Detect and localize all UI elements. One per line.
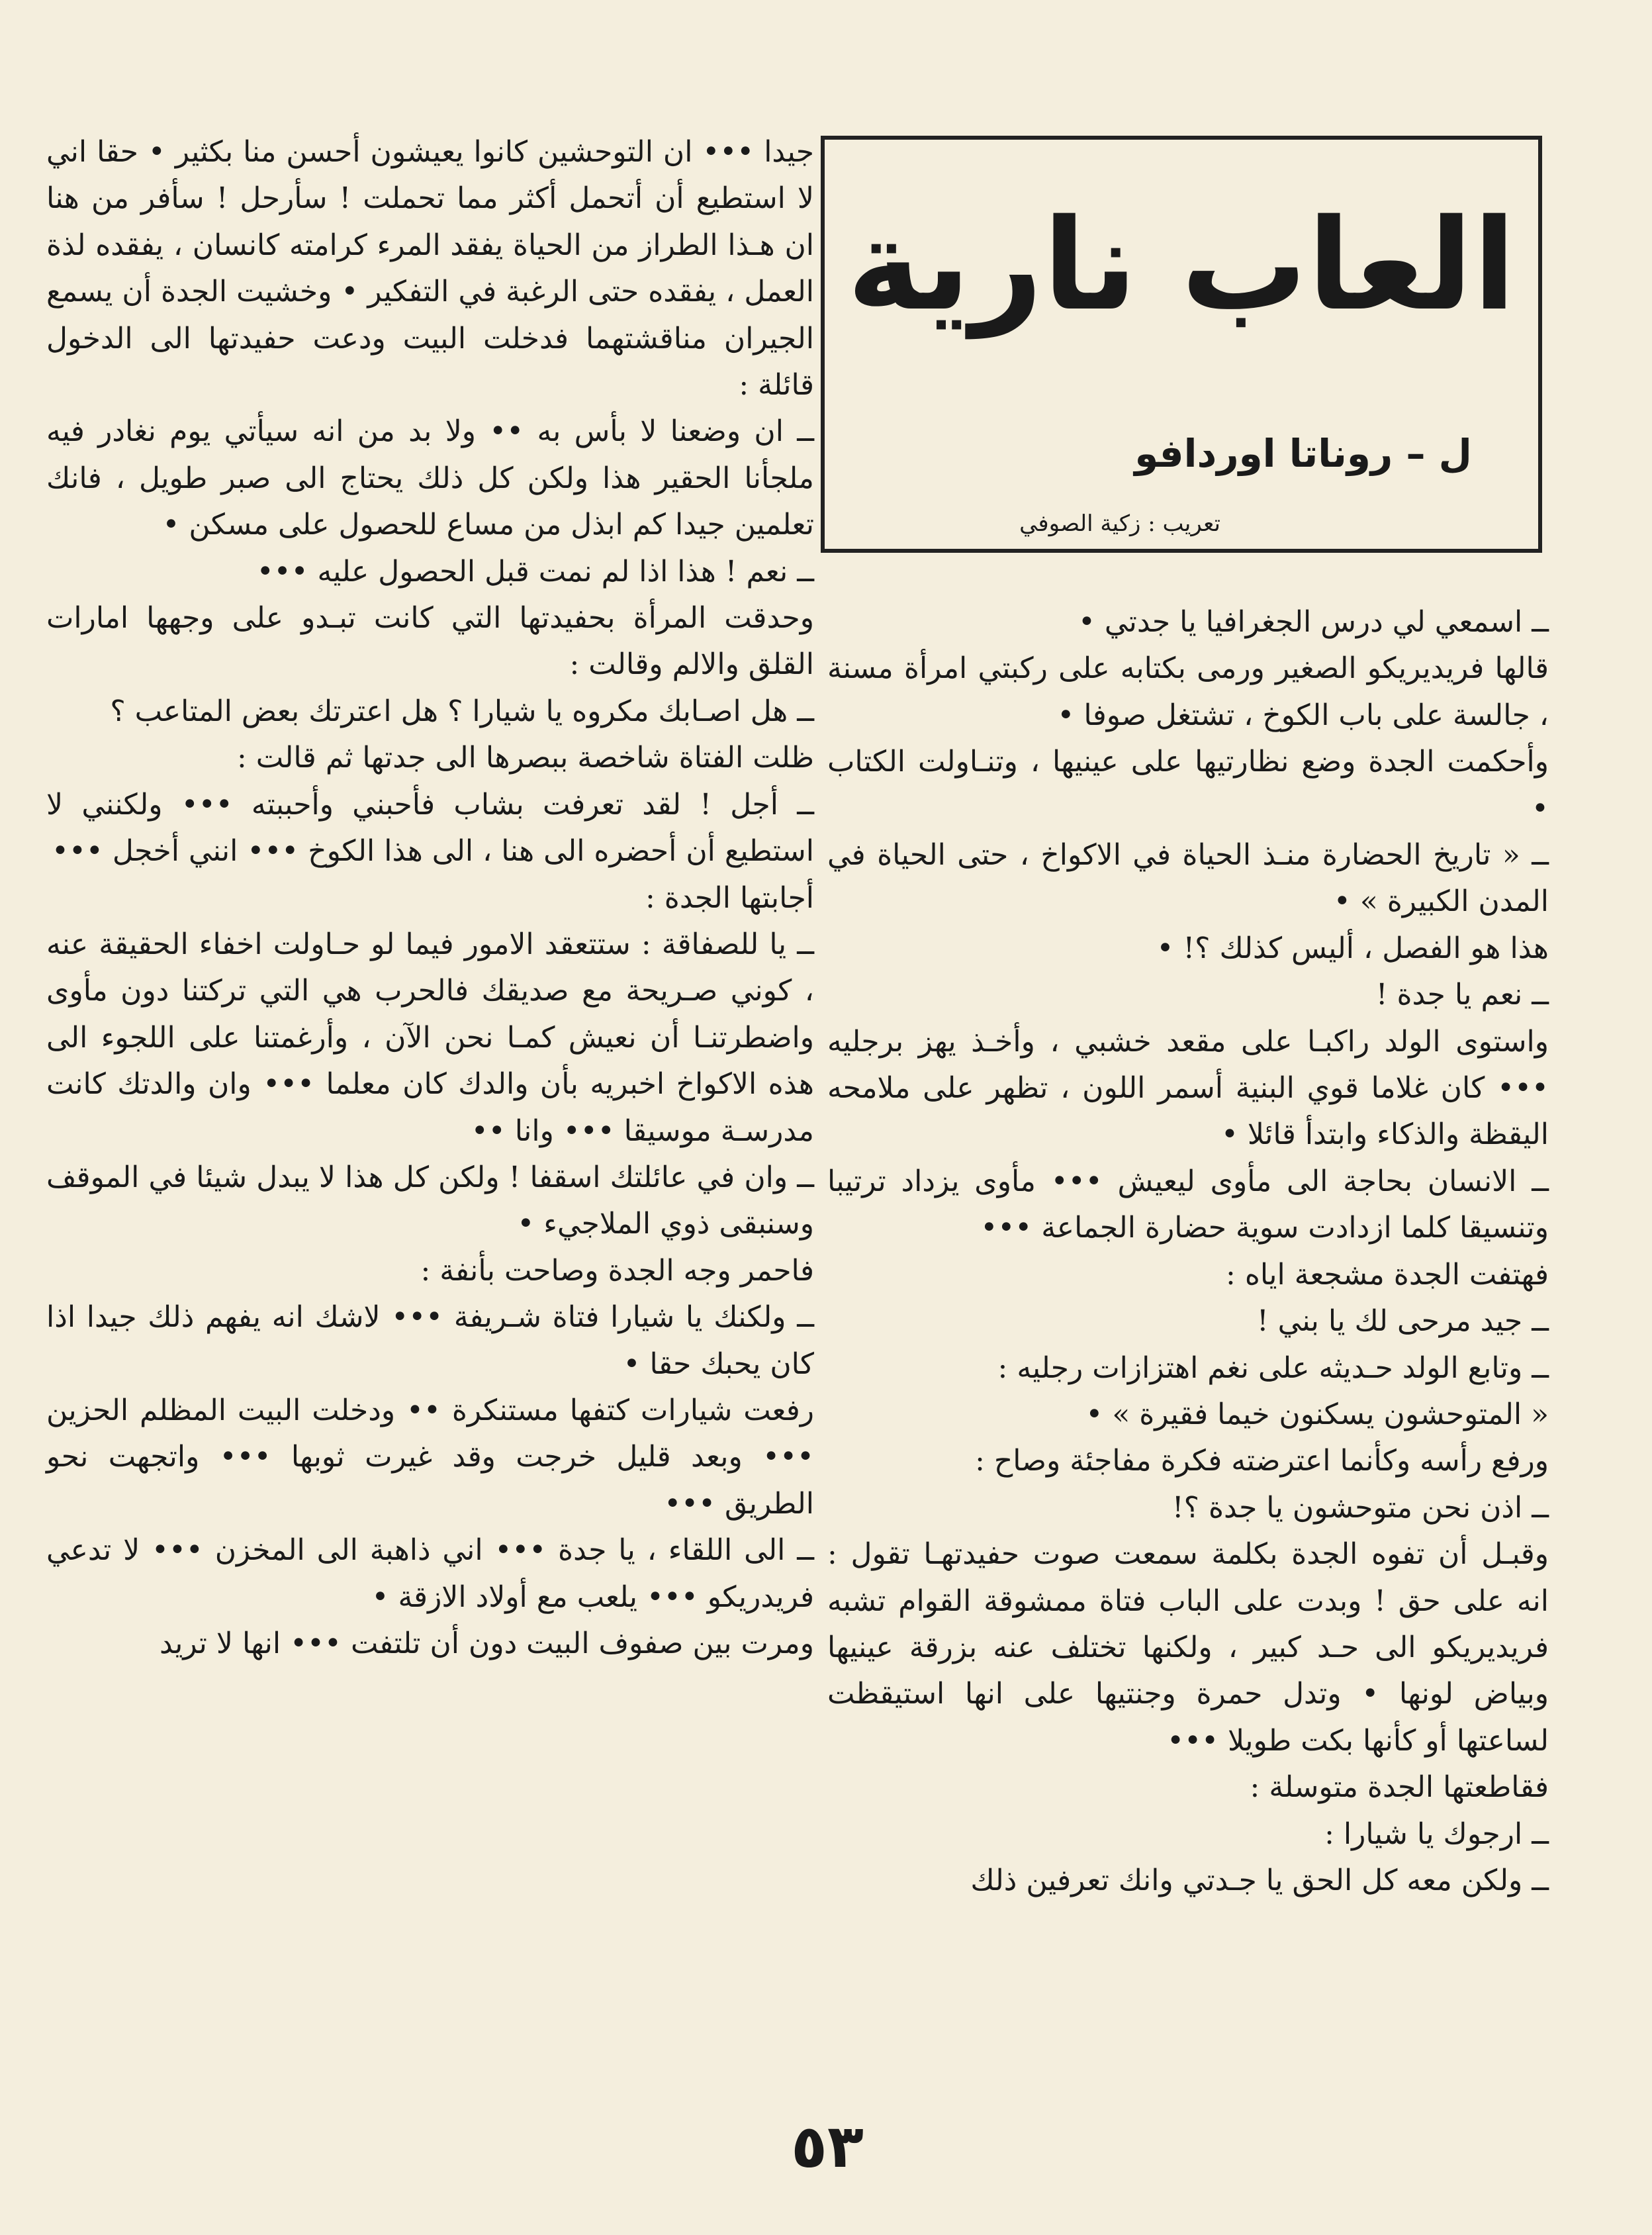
paragraph: واستوى الولد راكبـا على مقعد خشبي ، وأخـذ يهز برجليه ••• كان غلاما قوي البنية أسمر اللون ، تظهر على ملامحه اليقظة والذكاء وابتدأ قائلا •	[827, 1024, 1549, 1152]
paragraph: ــ الانسان بحاجة الى مأوى ليعيش ••• مأوى يزداد ترتيبا وتنسيقا كلما ازدادت سوية حضارة الجماعة •••	[827, 1164, 1549, 1245]
paragraph: هذا هو الفصل ، أليس كذلك ؟! •	[1156, 931, 1549, 965]
paragraph: جيدا ••• ان التوحشين كانوا يعيشون أحسن منا بكثير • حقا اني لا استطيع أن أتحمل أكثر مما تحملت ! سأرحل ! سأفر من هنا ان هـذا الطراز من الحياة يفقد المرء كرامته كانسان ، يفقده لذة العمل ، يفقده حتى الرغبة في التفكير • وخشيت الجدة أن يسمع الجيران مناقشتهما فدخلت البيت ودعت حفيدتها الى الدخول قائلة :	[46, 135, 814, 403]
paragraph: ــ وتابع الولد حـديثه على نغم اهتزازات رجليه :	[997, 1351, 1549, 1385]
paragraph: ــ اذن نحن متوحشون يا جدة ؟!	[1171, 1490, 1549, 1525]
article-author: ل – روناتا اوردافو	[1134, 431, 1472, 476]
right-text-column	[827, 599, 1549, 1904]
article-title-box	[821, 136, 1542, 553]
article-title: العاب نارية	[847, 192, 1516, 338]
paragraph: ومرت بين صفوف البيت دون أن تلتفت ••• انها لا تريد	[160, 1627, 814, 1660]
paragraph: ــ ارجوك يا شيارا :	[1324, 1817, 1549, 1851]
paragraph: ــ « تاريخ الحضارة منـذ الحياة في الاكواخ ، حتى الحياة في المدن الكبيرة » •	[827, 838, 1549, 919]
paragraph: ظلت الفتاة شاخصة ببصرها الى جدتها ثم قالت :	[236, 741, 814, 775]
paragraph: رفعت شيارات كتفها مستنكرة •• ودخلت البيت المظلم الحزين ••• وبعد قليل خرجت وقد غيرت ثوبها ••• واتجهت نحو الطريق •••	[46, 1393, 814, 1521]
paragraph: ــ ولكن معه كل الحق يا جـدتي وانك تعرفين ذلك	[970, 1863, 1549, 1897]
paragraph: ــ اسمعي لي درس الجغرافيا يا جدتي •	[1078, 605, 1549, 639]
paragraph: ــ أجل ! لقد تعرفت بشاب فأحبني وأحببته ••• ولكنني لا استطيع أن أحضره الى هنا ، الى هذا الكوخ ••• انني أخجل •••	[46, 787, 814, 869]
paragraph: ــ جيد مرحى لك يا بني !	[1256, 1304, 1549, 1339]
paragraph: فهتفت الجدة مشجعة اياه :	[1226, 1257, 1549, 1292]
page-number: ٥٣	[791, 2112, 864, 2181]
article-translator: تعريب : زكية الصوفي	[1019, 510, 1220, 537]
paragraph: ــ ان وضعنا لا بأس به •• ولا بد من انه سيأتي يوم نغادر فيه ملجأنا الحقير هذا ولكن كل ذلك يحتاج الى صبر طويل ، فانك تعلمين جيدا كم ابذل من مساع للحصول على مسكن •	[46, 414, 814, 542]
paragraph: أجابتها الجدة :	[645, 880, 814, 915]
paragraph: وقبـل أن تفوه الجدة بكلمة سمعت صوت حفيدتهـا تقول : انه على حق ! وبدت على الباب فتاة ممشوقة القوام تشبه فريديريكو الى حـد كبير ، ولكنها تختلف عنه بزرقة عينيها وبياض لونها • وتدل حمرة وجنتيها على انها استيقظت لساعتها أو كأنها بكت طويلا •••	[827, 1537, 1549, 1758]
paragraph: « المتوحشون يسكنون خيما فقيرة » •	[1085, 1397, 1549, 1431]
paragraph: قالها فريديريكو الصغير ورمى بكتابه على ركبتي امرأة مسنة ، جالسة على باب الكوخ ، تشتغل صوفا •	[827, 651, 1549, 732]
paragraph: وحدقت المرأة بحفيدتها التي كانت تبـدو على وجهها امارات القلق والالم وقالت :	[46, 601, 814, 682]
paragraph: ــ نعم يا جدة !	[1375, 978, 1549, 1012]
paragraph: ــ يا للصفاقة : ستتعقد الامور فيما لو حـاولت اخفاء الحقيقة عنه ، كوني صـريحة مع صديقك فالحرب هي التي تركتنا دون مأوى واضطرتنـا أن نعيش كمـا نحن الآن ، وأرغمتنا على اللجوء الى هذه الاكواخ اخبريه بأن والدك كان معلما ••• وان والدتك كانت مدرسـة موسيقا ••• وانا ••	[46, 927, 814, 1148]
paragraph: فاحمر وجه الجدة وصاحت بأنفة :	[420, 1253, 814, 1288]
paragraph: فقاطعتها الجدة متوسلة :	[1250, 1770, 1549, 1805]
paragraph: ــ هل اصـابك مكروه يا شيارا ؟ هل اعترتك بعض المتاعب ؟	[110, 694, 814, 728]
paragraph: ــ نعم ! هذا اذا لم نمت قبل الحصول عليه •••	[256, 554, 814, 589]
paragraph: ــ ولكنك يا شيارا فتاة شـريفة ••• لاشك انه يفهم ذلك جيدا اذا كان يحبك حقا •	[46, 1300, 814, 1381]
left-text-column	[46, 129, 814, 1667]
paragraph: وأحكمت الجدة وضع نظارتيها على عينيها ، وتنـاولت الكتاب •	[827, 745, 1549, 826]
paragraph: ــ وان في عائلتك اسقفا ! ولكن كل هذا لا يبدل شيئا في الموقف وسنبقى ذوي الملاجيء •	[46, 1160, 814, 1241]
paragraph: ــ الى اللقاء ، يا جدة ••• اني ذاهبة الى المخزن ••• لا تدعي فريدريكو ••• يلعب مع أولاد الازقة •	[46, 1533, 814, 1614]
paragraph: ورفع رأسه وكأنما اعترضته فكرة مفاجئة وصاح :	[975, 1444, 1549, 1478]
